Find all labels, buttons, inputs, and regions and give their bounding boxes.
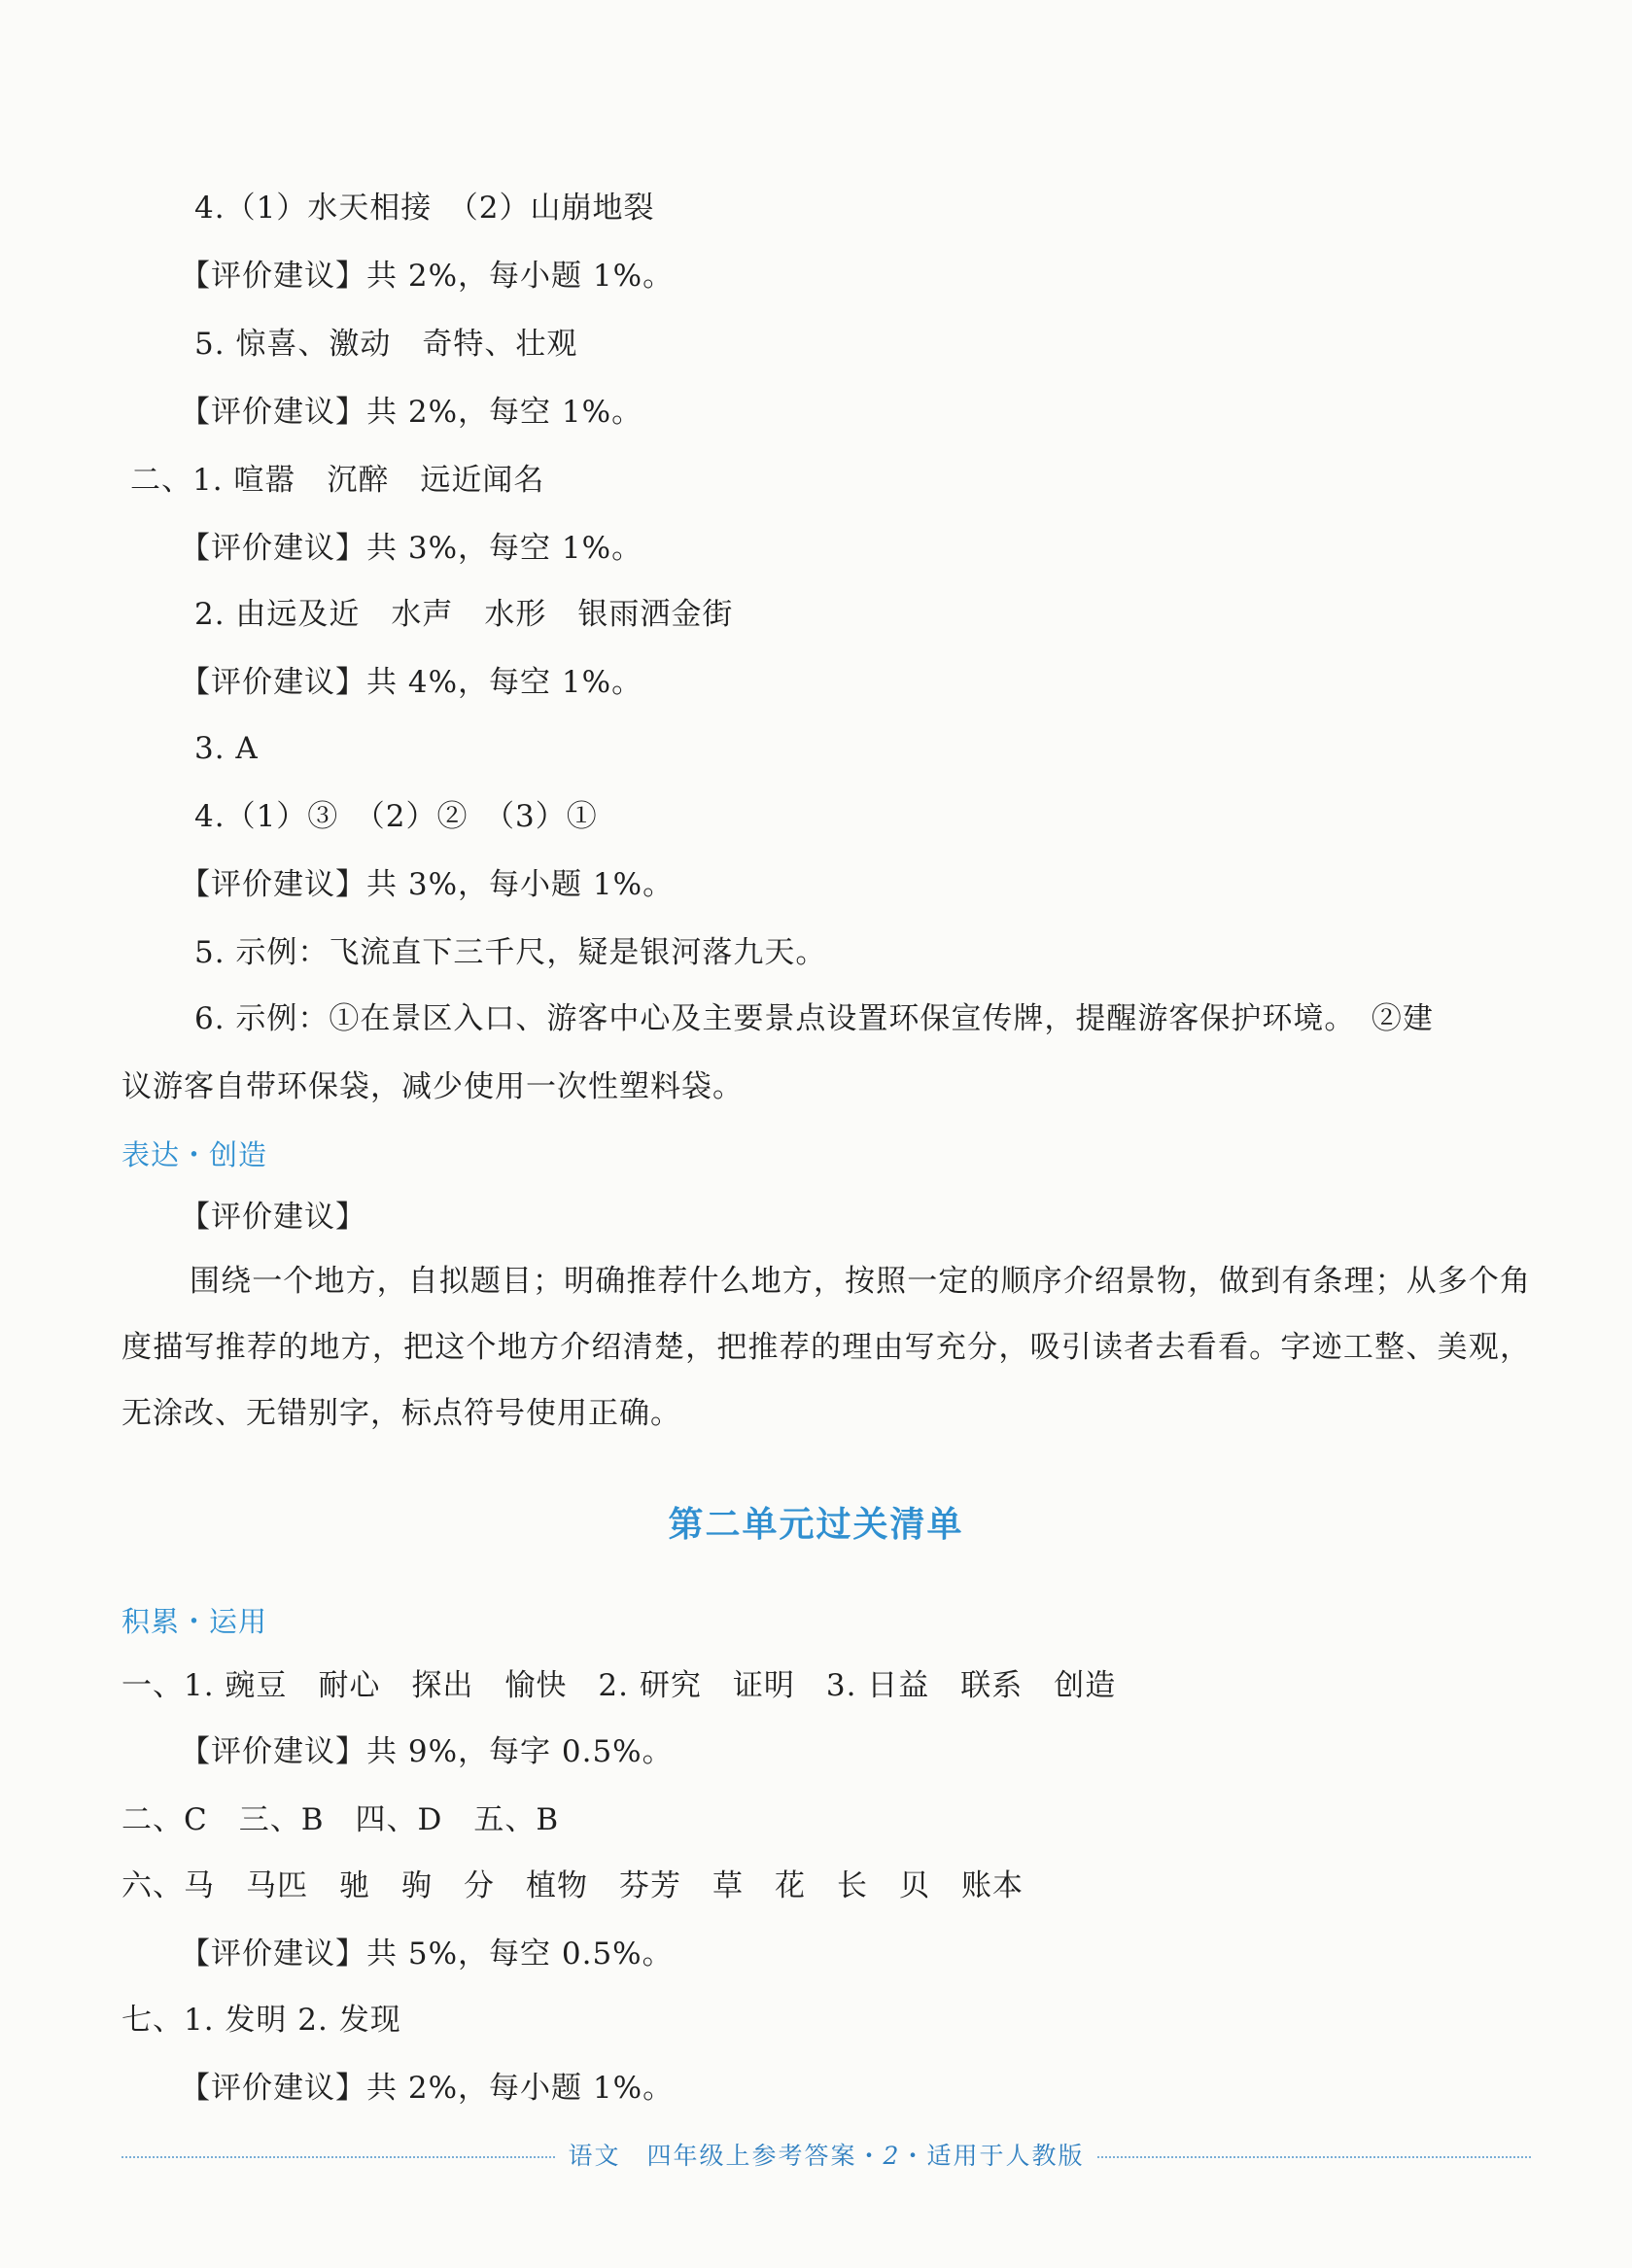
answer-line: 4.（1）③ （2）② （3）①	[194, 799, 598, 834]
page-footer	[122, 2137, 1531, 2176]
evaluation-line: 【评价建议】共 3%，每小题 1%。	[180, 867, 675, 902]
answer-line: 一、1. 豌豆 耐心 探出 愉快 2. 研究 证明 3. 日益 联系 创造	[122, 1668, 1117, 1703]
section-heading: 表达・创造	[122, 1138, 268, 1171]
evaluation-paragraph: 围绕一个地方，自拟题目；明确推荐什么地方，按照一定的顺序介绍景物，做到有条理；从多个角度描写推荐的地方，把这个地方介绍清楚，把推荐的理由写充分，吸引读者去看看。字迹工整、美观，无涂改、无错别字，标点符号使用正确。	[122, 1264, 1531, 1431]
evaluation-line: 【评价建议】共 3%，每空 1%。	[180, 531, 643, 566]
evaluation-line: 【评价建议】共 5%，每空 0.5%。	[180, 1937, 674, 1971]
answer-line: 议游客自带环保袋，减少使用一次性塑料袋。	[122, 1069, 744, 1104]
footer-subject: 语文 四年级上参考答案・	[568, 2142, 884, 2170]
answer-line: 二、C 三、B 四、D 五、B	[122, 1802, 560, 1837]
section-heading: 积累・运用	[122, 1605, 268, 1638]
footer-text	[122, 2137, 1531, 2172]
answer-line: 七、1. 发明 2. 发现	[122, 2003, 401, 2038]
answer-line: 4.（1）水天相接 （2）山崩地裂	[194, 191, 655, 226]
evaluation-line: 【评价建议】共 2%，每小题 1%。	[180, 2071, 675, 2106]
evaluation-label: 【评价建议】	[180, 1200, 366, 1235]
evaluation-line: 【评价建议】共 2%，每空 1%。	[180, 395, 643, 430]
answer-line: 2. 由远及近 水声 水形 银雨洒金街	[194, 597, 734, 632]
evaluation-line: 【评价建议】共 2%，每小题 1%。	[180, 259, 675, 294]
answer-line: 5. 示例：飞流直下三千尺，疑是银河落九天。	[194, 935, 827, 970]
answer-line: 二、1. 喧嚣 沉醉 远近闻名	[130, 463, 545, 498]
answer-line: 5. 惊喜、激动 奇特、壮观	[194, 327, 578, 362]
answer-line: 6. 示例：①在景区入口、游客中心及主要景点设置环保宣传牌，提醒游客保护环境。 ②建	[194, 1001, 1434, 1036]
footer-edition: ・适用于人教版	[900, 2142, 1085, 2170]
evaluation-line: 【评价建议】共 9%，每字 0.5%。	[180, 1734, 674, 1769]
unit-title: 第二单元过关清单	[668, 1504, 964, 1545]
answer-line: 六、马 马匹 驰 驹 分 植物 芬芳 草 花 长 贝 账本	[122, 1868, 1024, 1903]
page-number: 2	[883, 2142, 901, 2170]
answer-line: 3. A	[194, 731, 259, 766]
evaluation-line: 【评价建议】共 4%，每空 1%。	[180, 665, 643, 700]
